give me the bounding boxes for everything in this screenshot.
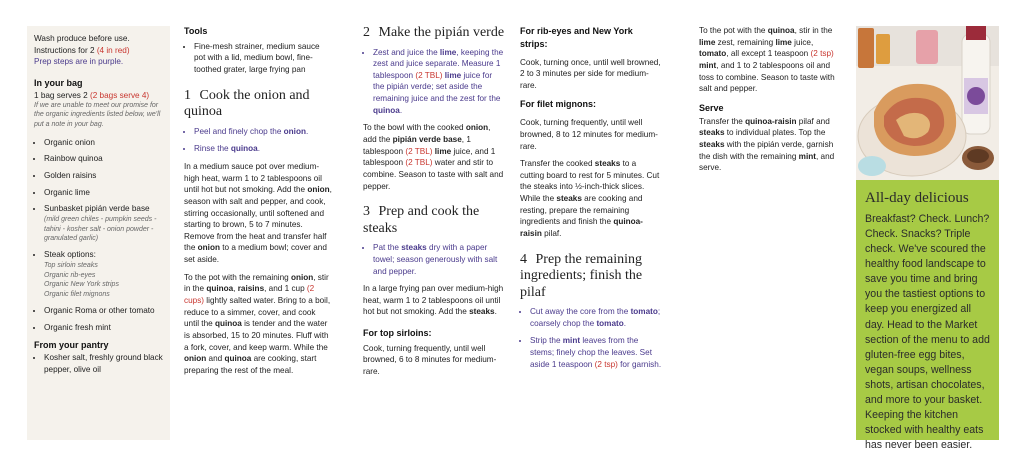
instructions-note: Instructions for 2 (4 in red) bbox=[34, 45, 130, 55]
step-1-para-1: In a medium sauce pot over medium-high heat, warm 1 to 2 tablespoons oil until hot but not smoking. Add the onion, season with salt and pepper, and cook, stirring occasionally, until softened and starting to brown, 5 to 7 minutes. Remove from the heat and transfer half the onion to a medium bowl; cover and set aside. bbox=[184, 162, 332, 265]
step-1-para-2: To the pot with the remaining onion, stir in the quinoa, raisins, and 1 cup (2 cups) lightly salted water. Bring to a boil, reduce to a simmer, cover, and cook until the quinoa is tender and the water is absorbed, 15 to 20 minutes. Fluff with a fork, cover, and keep warm. While the onion and quinoa are cooking, start preparing the rest of the meal. bbox=[184, 272, 331, 375]
list-item: • Steak options: Top sirloin steaks Organic rib-eyes Organic New York strips Organic filet mignons bbox=[44, 249, 164, 300]
rest-para: Transfer the cooked steaks to a cutting board to rest for 5 minutes. Cut the steaks into ½-inch-thick slices. While the steaks are cooking and resting, prepare the remaining ingredients and finish the quinoa-raisin pilaf. bbox=[520, 159, 660, 238]
list-item: • Sunbasket pipián verde base (mild green chiles - pumpkin seeds - tahini - kosher salt - onion powder - granulated garlic) bbox=[44, 203, 164, 244]
list-item: • Organic Roma or other tomato bbox=[44, 305, 164, 317]
column-2 bbox=[184, 25, 332, 377]
filet-title: For filet mignons: bbox=[520, 99, 596, 110]
tools-item: • Fine-mesh strainer, medium sauce pot with a lid, medium bowl, fine-toothed grater, large frying pan bbox=[194, 41, 332, 76]
tools-title: Tools bbox=[184, 26, 208, 36]
promo-panel bbox=[856, 26, 999, 451]
filet-text: Cook, turning frequently, until well browned, 8 to 12 minutes for medium-rare. bbox=[520, 118, 658, 151]
list-item: • Organic fresh mint bbox=[44, 322, 164, 334]
step-2-para: To the bowl with the cooked onion, add the pipián verde base, 1 tablespoon (2 TBL) lime juice, and 1 tablespoon (2 TBL) water and stir to combine. Season to taste with salt and pepper. bbox=[363, 123, 504, 191]
prep-bullet: • Pat the steaks dry with a paper towel; season generously with salt and pepper. bbox=[373, 242, 505, 277]
prep-bullet: • Zest and juice the lime, keeping the zest and juice separate. Measure 1 tablespoon (2 TBL) lime juice for the pipián verde; set aside the remaining juice and the zest for the quinoa. bbox=[373, 47, 505, 117]
list-item: • Kosher salt, freshly ground black pepper, olive oil bbox=[44, 352, 164, 375]
list-item: • Organic lime bbox=[44, 187, 164, 199]
prep-bullet: • Strip the mint leaves from the stems; finely chop the leaves. Set aside 1 teaspoon (2 tsp) for garnish. bbox=[530, 335, 662, 370]
column-5 bbox=[699, 25, 842, 174]
prep-bullet: • Cut away the core from the tomato; coarsely chop the tomato. bbox=[530, 306, 662, 329]
top-sirloins-title: For top sirloins: bbox=[363, 328, 432, 339]
food-photo bbox=[856, 26, 999, 180]
bag-list bbox=[34, 137, 164, 334]
prep-bullet: • Rinse the quinoa. bbox=[194, 143, 332, 155]
prep-note: Prep steps are in purple. bbox=[34, 57, 124, 67]
organic-note: If we are unable to meet our promise for the organic ingredients listed below, we'll put a note in your bag. bbox=[34, 102, 161, 128]
promo-title: All-day delicious bbox=[865, 190, 969, 206]
in-your-bag-title: In your bag bbox=[34, 77, 83, 88]
column-4 bbox=[520, 25, 662, 370]
list-item: • Rainbow quinoa bbox=[44, 153, 164, 165]
list-item: • Organic onion bbox=[44, 137, 164, 149]
step-1-title: 1 Cook the onion and quinoa bbox=[184, 87, 310, 120]
serve-text: Transfer the quinoa-raisin pilaf and steaks to individual plates. Top the steaks with the pipián verde, garnish the dish with the remaining mint, and serve. bbox=[699, 116, 835, 173]
finish-para: To the pot with the quinoa, stir in the lime zest, remaining lime juice, tomato, all except 1 teaspoon (2 tsp) mint, and 1 to 2 tablespoons oil and toss to combine. Season to taste with salt and pepper. bbox=[699, 26, 835, 94]
list-item: • Golden raisins bbox=[44, 170, 164, 182]
prep-bullet: • Peel and finely chop the onion. bbox=[194, 126, 332, 138]
serve-title: Serve bbox=[699, 102, 724, 113]
pantry-list bbox=[34, 352, 164, 375]
food-photo-illustration bbox=[856, 26, 999, 180]
bag-serves: 1 bag serves 2 (2 bags serve 4) bbox=[34, 90, 150, 100]
step-3-para: In a large frying pan over medium-high heat, warm 1 to 2 tablespoons oil until hot but not smoking. Add the steaks. bbox=[363, 284, 504, 317]
ribeye-text: Cook, turning once, until well browned, 2 to 3 minutes per side for medium-rare. bbox=[520, 57, 661, 90]
ingredients-panel bbox=[27, 26, 170, 440]
promo-box bbox=[856, 180, 999, 451]
step-3-title: 3 Prep and cook the steaks bbox=[363, 204, 480, 236]
column-3 bbox=[363, 25, 505, 378]
ribeye-title: For rib-eyes and New York strips: bbox=[520, 26, 633, 49]
pantry-title: From your pantry bbox=[34, 340, 109, 351]
wash-note: Wash produce before use. bbox=[34, 34, 130, 43]
promo-body: Breakfast? Check. Lunch? Check. Snacks? Triple check. We've scoured the healthy food landscape to save you time and bring you the tastiest options to keep you energized all day. Head to the Market section of the menu to add gluten-free egg bites, vegan soups, wellness shots, artisan chocolates, and more to your basket. Keeping the kitchen stocked with healthy eats has never been easier. bbox=[865, 213, 990, 451]
step-4-title: 4 Prep the remaining ingredients; finish the pilaf bbox=[520, 251, 643, 300]
step-2-title: 2 Make the pipián verde bbox=[363, 25, 505, 40]
top-sirloins-text: Cook, turning frequently, until well browned, 6 to 8 minutes for medium-rare. bbox=[363, 343, 497, 377]
